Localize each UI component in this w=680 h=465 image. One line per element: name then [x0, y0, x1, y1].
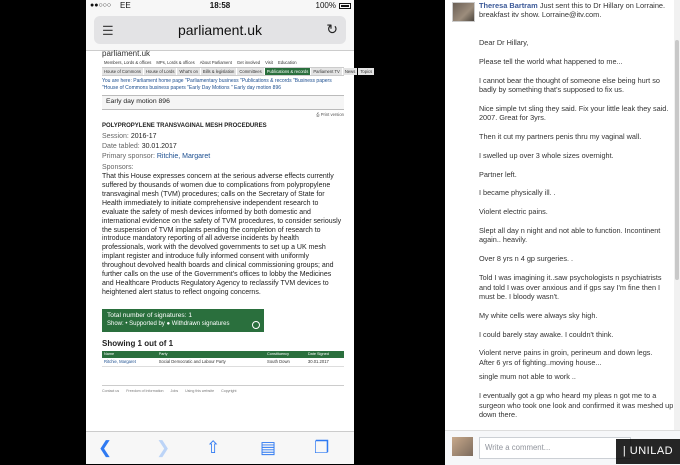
session-label: Session:	[102, 132, 129, 140]
sub-nav	[102, 68, 373, 76]
session-value: 2016-17	[130, 132, 157, 140]
subnav-item[interactable]: What's on	[179, 68, 198, 74]
battery-icon	[339, 3, 351, 9]
breadcrumb[interactable]: You are here: Parliament home page "Parliamentary business "Publications & records "Business papers "House of Commons business papers "Early Day Motions " Early day motion 896	[102, 78, 332, 92]
page-title: Early day motion 896	[102, 95, 344, 110]
sponsor-row	[102, 152, 344, 161]
page-footer	[102, 385, 344, 394]
comment-paragraph: My white cells were always sky high.	[479, 310, 598, 320]
comment-intro: Just sent this to Dr Hillary on Lorraine. breakfast itv show. Lorraine@itv.com.	[479, 1, 666, 20]
subnav-item[interactable]: News	[344, 68, 356, 74]
subnav-item[interactable]: House of Lords	[146, 68, 175, 74]
comment-placeholder: Write a comment...	[485, 443, 551, 452]
phone-screenshot	[86, 0, 373, 464]
comment-paragraph: I cannot bear the thought of someone else being hurt so badly by something that's supposed to fix us.	[479, 75, 660, 95]
comment-paragraph: Violent nerve pains in groin, perineum and down legs. After 6 yrs of fighting..moving house...	[479, 348, 653, 367]
watermark-logo: | UNILAD	[616, 439, 680, 464]
carrier-label: EE	[120, 1, 131, 10]
nav-item[interactable]: Visit	[265, 60, 273, 66]
col-constituency[interactable]: Constituency	[265, 351, 306, 358]
comment-paragraph: Please tell the world what happened to me...	[479, 56, 623, 66]
tabs-icon[interactable]: ❐	[314, 438, 330, 457]
signatures-box	[102, 309, 264, 332]
footer-link[interactable]: Freedom of Information	[126, 388, 164, 393]
avatar[interactable]	[452, 2, 475, 22]
session-row	[102, 132, 344, 141]
cell-constituency: South Down	[265, 358, 306, 366]
col-party[interactable]: Party	[157, 351, 265, 358]
clock: 18:58	[209, 1, 231, 10]
top-nav	[102, 59, 344, 67]
subnav-item[interactable]: Topics	[360, 68, 373, 74]
battery-percent: 100%	[315, 1, 336, 10]
comment-paragraph: Told I was imagining it..saw psychologists n psychiatrists and told I was over anxious and if gps say I'm fine then I must be. I bloody wasn't.	[479, 273, 662, 302]
comment-paragraph: Over 8 yrs n 4 gp surgeries. .	[479, 254, 574, 264]
back-icon[interactable]: ❮	[98, 438, 113, 457]
safari-address-bar	[86, 12, 354, 51]
comment-paragraph: single mum not able to work ..	[479, 372, 576, 382]
date-value: 30.01.2017	[141, 142, 177, 150]
print-label: Print version	[320, 111, 344, 117]
date-row	[102, 142, 344, 151]
comment-paragraph: Slept all day n night and not able to function. Incontinent again.. heavily.	[479, 226, 661, 245]
motion-heading: POLYPROPYLENE TRANSVAGINAL MESH PROCEDURES	[102, 123, 267, 130]
footer-link[interactable]: Contact us	[102, 388, 120, 393]
status-bar	[86, 0, 354, 12]
forward-icon[interactable]: ❯	[156, 438, 171, 457]
signature-filter[interactable]: Show: • Supported by ● Withdrawn signatures	[107, 321, 230, 328]
print-link[interactable]: ⎙ Print version	[316, 111, 344, 117]
nav-item[interactable]: Members, Lords & offices	[104, 60, 152, 66]
nav-item[interactable]: Get involved	[236, 60, 261, 66]
nav-item[interactable]: MPs, Lords & offices	[156, 60, 195, 66]
url-text: parliament.uk	[177, 22, 263, 38]
comment-paragraph: I became physically ill. .	[479, 188, 556, 198]
comment-thread	[445, 0, 680, 464]
site-logo[interactable]: parliament.uk	[102, 49, 151, 58]
comment-author[interactable]: Theresa Bartram	[479, 1, 538, 10]
footer-link[interactable]: Copyright	[221, 388, 237, 393]
bookmarks-icon[interactable]: ▤	[260, 438, 277, 457]
signal-icon: ●●○○○	[90, 2, 112, 9]
comment-paragraph: I eventually got a gp who heard my pleas n got me to a surgeon who took one look and confirmed it was meshed up down there.	[479, 391, 674, 420]
subnav-item[interactable]: Bills & legislation	[202, 68, 235, 74]
signatures-count: Total number of signatures: 1	[107, 311, 193, 319]
info-icon[interactable]	[252, 321, 260, 329]
motion-text: That this House expresses concern at the serious adverse effects currently suffered by thousands of women due to complications from polypropylene transvaginal mesh (TVM) procedures; calls on the Secretary of State for Health immediately to initiate comprehensive independent research to evaluate the safety of mesh devices informed by both domestic and international evidence on the safety of TVM procedures, to consider seriously the suspension of TVM implants pending the completion of research to introduce mandatory reporting of all adverse incidents by health professionals, work with the devolved governments to set up a UK mesh implant register and introduce fully informed consent with uniformly throughout devolved health boards and clinical commissioning groups; and further calls on the use of the Government's offices to lobby the Medicines and Healthcare Products Regulatory Agency to reclassify TVM devices to heightened alert status to reflect ongoing concerns.	[102, 173, 342, 296]
scrollbar-thumb[interactable]	[675, 40, 679, 280]
nav-item[interactable]: About Parliament	[199, 60, 232, 66]
col-name[interactable]: Name	[102, 351, 157, 358]
share-icon[interactable]: ⇧	[206, 438, 221, 457]
scrollbar[interactable]	[674, 0, 680, 440]
cell-name[interactable]: Ritchie, Margaret	[102, 358, 157, 366]
comment-paragraph: I swelled up over 3 whole sizes overnight.	[479, 150, 614, 160]
comment-paragraph: Violent electric pains.	[479, 207, 548, 217]
cell-party: Social Democratic and Labour Party	[157, 358, 265, 366]
table-row	[102, 358, 344, 366]
comment-input[interactable]	[479, 437, 631, 459]
footer-link[interactable]: Using this website	[185, 388, 215, 393]
subnav-item[interactable]: Parliament TV	[313, 68, 340, 74]
comment-paragraph: Then it cut my partners penis thru my vaginal wall.	[479, 132, 642, 142]
web-page	[86, 49, 373, 432]
col-date[interactable]: Date Signed	[306, 351, 344, 358]
signatures-table	[102, 351, 344, 366]
results-count: Showing 1 out of 1	[102, 338, 174, 348]
comment-paragraph: Partner left.	[479, 169, 517, 179]
safari-toolbar	[86, 431, 354, 464]
comment-paragraph: I could barely stay awake. I couldn't think.	[479, 329, 614, 339]
footer-link[interactable]: Jobs	[170, 388, 179, 393]
comment-body	[479, 38, 674, 448]
comment-header	[479, 1, 676, 20]
subnav-item[interactable]: Committees	[239, 68, 262, 74]
date-label: Date tabled:	[102, 142, 140, 150]
viewer-avatar	[452, 437, 473, 456]
subnav-item[interactable]: House of Commons	[104, 68, 142, 74]
comment-paragraph: Dear Dr Hillary,	[479, 38, 529, 47]
sponsor-label: Primary sponsor:	[102, 153, 155, 161]
nav-item[interactable]: Education	[277, 60, 297, 66]
reader-menu-icon[interactable]: ☰	[102, 23, 114, 38]
subnav-item-active[interactable]: Publications & records	[266, 68, 309, 74]
url-field[interactable]	[94, 16, 346, 44]
cell-date: 30.01.2017	[306, 358, 344, 366]
sponsor-link[interactable]: Ritchie, Margaret	[156, 153, 211, 161]
sponsors-label: Sponsors:	[102, 164, 134, 172]
reload-icon[interactable]: ↻	[326, 21, 338, 37]
comment-paragraph: Nice simple tvt sling they said. Fix your little leak they said. 2007. Great for 3yrs.	[479, 103, 669, 123]
